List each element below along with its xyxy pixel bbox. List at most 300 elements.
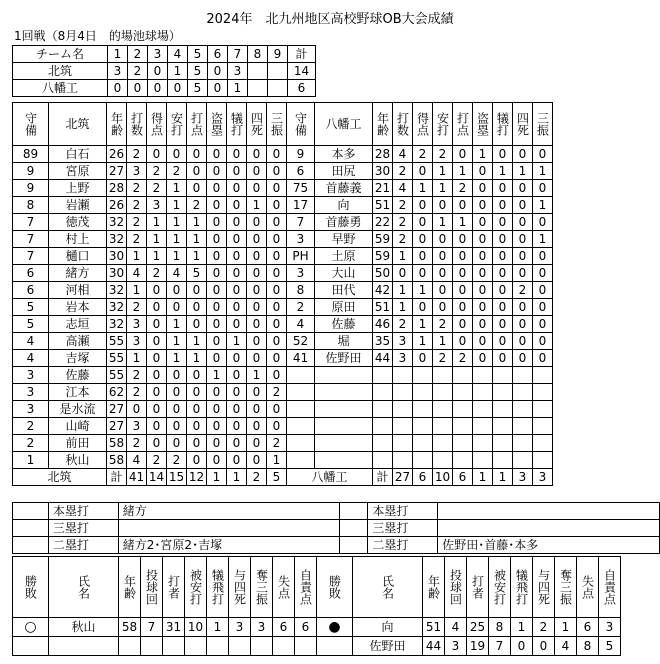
batting-cell: 0 — [167, 384, 187, 401]
batting-row — [13, 367, 553, 384]
batting-cell: 30 — [107, 248, 127, 265]
batting-cell: 1 — [187, 231, 207, 248]
batting-header: 守備 — [287, 103, 315, 146]
batting-cell: 0 — [247, 452, 267, 469]
batting-cell: 2 — [393, 214, 413, 231]
inning-runs: 0 — [208, 63, 228, 80]
batting-header: 北筑 — [49, 103, 107, 146]
pitching-header: 失点 — [273, 557, 295, 618]
pitching-cell: 1 — [207, 618, 229, 637]
batting-cell: 9 — [13, 163, 49, 180]
batting-cell: 1 — [433, 163, 453, 180]
batting-cell: 0 — [207, 316, 227, 333]
pitching-cell: 0 — [533, 637, 555, 656]
batting-row — [13, 333, 553, 350]
batting-cell: 0 — [147, 401, 167, 418]
batting-cell: 0 — [433, 231, 453, 248]
batting-cell: 3 — [287, 265, 315, 282]
extra-hit-row — [13, 503, 660, 520]
batting-cell: 0 — [247, 265, 267, 282]
spacer-cell — [13, 503, 49, 520]
batter-name: 村上 — [49, 231, 107, 248]
batting-cell: 4 — [127, 265, 147, 282]
batting-cell: 0 — [267, 163, 287, 180]
batting-cell: 0 — [413, 299, 433, 316]
batting-cell — [413, 452, 433, 469]
batting-cell — [433, 384, 453, 401]
batter-name: 大山 — [315, 265, 373, 282]
batting-cell: 1 — [167, 214, 187, 231]
batting-cell — [493, 418, 513, 435]
batting-cell — [493, 401, 513, 418]
total-value: 10 — [433, 469, 453, 486]
batter-name: 江本 — [49, 384, 107, 401]
batting-cell — [513, 418, 533, 435]
batting-header-row — [13, 103, 553, 146]
batting-cell: 0 — [207, 231, 227, 248]
batting-cell: 0 — [453, 146, 473, 163]
inning-header: 4 — [168, 46, 188, 63]
batting-cell: 0 — [433, 265, 453, 282]
team-total-name: 北筑 — [13, 469, 107, 486]
batting-cell: 0 — [473, 163, 493, 180]
batting-cell: 1 — [413, 333, 433, 350]
batting-cell: 2 — [127, 384, 147, 401]
batting-header: 打点 — [187, 103, 207, 146]
batting-cell: 0 — [227, 452, 247, 469]
batter-name: 上野 — [49, 180, 107, 197]
batting-cell — [287, 435, 315, 452]
inning-header: 5 — [188, 46, 208, 63]
batting-cell: 2 — [147, 265, 167, 282]
batting-header: 得点 — [413, 103, 433, 146]
pitching-header: 年齢 — [423, 557, 445, 618]
batting-cell: 0 — [167, 418, 187, 435]
pitcher-name: 秋山 — [49, 618, 119, 637]
batting-cell: 2 — [127, 197, 147, 214]
batting-cell — [533, 401, 553, 418]
pitching-header: 打者 — [467, 557, 489, 618]
batting-cell: 52 — [287, 333, 315, 350]
batter-name: 早野 — [315, 231, 373, 248]
batting-cell — [393, 384, 413, 401]
batting-cell — [493, 435, 513, 452]
inning-runs: 0 — [148, 63, 168, 80]
batting-row — [13, 265, 553, 282]
batting-cell: 1 — [167, 333, 187, 350]
batting-cell: 0 — [167, 367, 187, 384]
batting-cell: 0 — [413, 197, 433, 214]
batting-cell: 0 — [413, 265, 433, 282]
batting-cell: 0 — [453, 231, 473, 248]
pitching-cell: 8 — [489, 618, 511, 637]
total-runs: 6 — [288, 80, 316, 97]
batting-cell: 1 — [413, 282, 433, 299]
batting-row — [13, 282, 553, 299]
pitching-cell: 8 — [577, 637, 599, 656]
batting-row — [13, 350, 553, 367]
batter-name: 徳茂 — [49, 214, 107, 231]
batting-cell: 0 — [187, 299, 207, 316]
batting-cell: 0 — [473, 333, 493, 350]
batting-cell: 2 — [393, 316, 413, 333]
extra-hit-value: 緒方 — [118, 503, 340, 520]
result-mark — [13, 637, 49, 656]
batting-cell: 1 — [533, 231, 553, 248]
batting-cell: 0 — [473, 231, 493, 248]
batting-cell — [513, 435, 533, 452]
batting-cell: 0 — [267, 316, 287, 333]
extra-hit-label: 二塁打 — [368, 537, 438, 554]
batting-cell: 0 — [187, 180, 207, 197]
batting-cell: 0 — [247, 316, 267, 333]
batting-cell: 0 — [433, 282, 453, 299]
batting-cell: 2 — [433, 350, 453, 367]
batting-cell — [453, 435, 473, 452]
batting-cell: 0 — [227, 146, 247, 163]
batting-cell: 0 — [493, 248, 513, 265]
pitching-header-row — [13, 557, 621, 618]
batting-cell: 0 — [267, 282, 287, 299]
pitching-cell: 10 — [185, 618, 207, 637]
batting-cell: 0 — [207, 452, 227, 469]
batter-name: 原田 — [315, 299, 373, 316]
batting-cell — [393, 452, 413, 469]
batter-name: 志垣 — [49, 316, 107, 333]
batting-cell: 0 — [473, 180, 493, 197]
batter-name: 田尻 — [315, 163, 373, 180]
batting-cell — [493, 384, 513, 401]
spacer-cell — [340, 503, 368, 520]
total-value: 1 — [493, 469, 513, 486]
line-score-row — [13, 80, 316, 97]
batting-cell: 30 — [107, 265, 127, 282]
total-value: 27 — [393, 469, 413, 486]
batter-name: 本多 — [315, 146, 373, 163]
batting-cell: 2 — [127, 435, 147, 452]
pitching-header: 与四死 — [229, 557, 251, 618]
batting-header: 犠打 — [227, 103, 247, 146]
batting-cell: 0 — [147, 299, 167, 316]
batting-cell: 0 — [227, 367, 247, 384]
batting-cell: 0 — [267, 350, 287, 367]
batting-cell: 2 — [147, 180, 167, 197]
pitching-cell: 6 — [273, 618, 295, 637]
batting-cell: 59 — [373, 248, 393, 265]
batting-cell: 0 — [533, 146, 553, 163]
batting-cell: 0 — [393, 265, 413, 282]
batting-cell: 44 — [373, 350, 393, 367]
batter-name: 河相 — [49, 282, 107, 299]
batting-cell: 0 — [207, 197, 227, 214]
batting-cell: 1 — [127, 350, 147, 367]
total-label: 計 — [107, 469, 127, 486]
batting-cell — [493, 452, 513, 469]
batting-cell: 1 — [413, 180, 433, 197]
batter-name: 岩瀬 — [49, 197, 107, 214]
batting-cell: 21 — [373, 180, 393, 197]
batting-cell: 3 — [127, 163, 147, 180]
batting-cell: 1 — [453, 214, 473, 231]
batting-cell: 0 — [147, 146, 167, 163]
extra-hit-value: 佐野田･首藤･本多 — [438, 537, 660, 554]
batting-cell — [473, 367, 493, 384]
batting-cell — [373, 418, 393, 435]
total-value: 6 — [413, 469, 433, 486]
batting-cell — [373, 384, 393, 401]
batting-cell: 32 — [107, 316, 127, 333]
batter-name: 高瀬 — [49, 333, 107, 350]
batting-cell: 7 — [13, 231, 49, 248]
pitching-cell: 1 — [511, 618, 533, 637]
batting-cell — [473, 384, 493, 401]
page-title: 2024年 北九州地区高校野球OB大会成績 — [206, 12, 454, 27]
batting-cell: 2 — [147, 452, 167, 469]
batting-cell — [473, 452, 493, 469]
batting-cell: 1 — [147, 248, 167, 265]
batting-cell: 58 — [107, 452, 127, 469]
batting-cell: 0 — [147, 333, 167, 350]
batting-cell: 0 — [493, 316, 513, 333]
batting-cell: 0 — [207, 299, 227, 316]
batting-cell: 0 — [513, 180, 533, 197]
batter-name — [315, 435, 373, 452]
pitching-cell — [251, 637, 273, 656]
pitching-cell: 25 — [467, 618, 489, 637]
batting-cell: 2 — [287, 299, 315, 316]
batting-cell: 0 — [493, 350, 513, 367]
batting-cell: 0 — [453, 248, 473, 265]
batting-cell: 9 — [13, 180, 49, 197]
batting-cell: 1 — [433, 333, 453, 350]
batting-cell: 1 — [393, 299, 413, 316]
batting-cell — [533, 367, 553, 384]
pitching-cell: 44 — [423, 637, 445, 656]
batting-row — [13, 401, 553, 418]
batting-cell: 0 — [493, 180, 513, 197]
batting-cell: 0 — [267, 418, 287, 435]
batting-cell: 51 — [373, 299, 393, 316]
batting-row — [13, 180, 553, 197]
batting-cell: 32 — [107, 231, 127, 248]
batting-cell: 0 — [247, 180, 267, 197]
batting-cell: 1 — [167, 248, 187, 265]
batting-cell: 0 — [227, 231, 247, 248]
batting-header: 三振 — [267, 103, 287, 146]
batting-cell: 5 — [13, 316, 49, 333]
batting-row — [13, 435, 553, 452]
line-score-row — [13, 63, 316, 80]
batting-cell: 0 — [473, 299, 493, 316]
batting-cell: 0 — [207, 146, 227, 163]
batting-cell: 35 — [373, 333, 393, 350]
batting-cell — [473, 435, 493, 452]
batting-header: 安打 — [167, 103, 187, 146]
pitching-table — [12, 556, 621, 656]
pitching-cell — [207, 637, 229, 656]
batting-cell: 0 — [247, 350, 267, 367]
batting-cell — [453, 418, 473, 435]
batting-cell: 0 — [473, 282, 493, 299]
batting-cell: 4 — [127, 452, 147, 469]
pitching-cell: 3 — [229, 618, 251, 637]
total-value: 15 — [167, 469, 187, 486]
inning-runs — [248, 63, 268, 80]
batter-name: 佐藤 — [315, 316, 373, 333]
total-runs: 14 — [288, 63, 316, 80]
inning-runs: 0 — [168, 80, 188, 97]
batting-cell: 22 — [373, 214, 393, 231]
pitching-cell — [163, 637, 185, 656]
batting-cell: 0 — [247, 435, 267, 452]
batting-row — [13, 146, 553, 163]
extra-hit-label: 本塁打 — [48, 503, 118, 520]
batting-cell: 3 — [393, 350, 413, 367]
batting-cell: 42 — [373, 282, 393, 299]
batting-cell — [473, 401, 493, 418]
batter-name: 首藤義 — [315, 180, 373, 197]
batting-header: 犠打 — [493, 103, 513, 146]
batting-cell: 1 — [187, 350, 207, 367]
batting-cell: 1 — [433, 214, 453, 231]
batting-cell: 2 — [127, 180, 147, 197]
batter-name: 山崎 — [49, 418, 107, 435]
batting-cell: 1 — [227, 333, 247, 350]
batting-cell: 0 — [187, 418, 207, 435]
batting-cell: 0 — [247, 282, 267, 299]
team-name-header: チーム名 — [13, 46, 108, 63]
batting-cell: 1 — [247, 197, 267, 214]
pitching-cell — [229, 637, 251, 656]
batting-cell — [493, 367, 513, 384]
extra-hit-value — [118, 520, 340, 537]
batting-cell: 0 — [453, 316, 473, 333]
batting-cell: 1 — [393, 282, 413, 299]
batting-cell: 2 — [513, 282, 533, 299]
extra-hit-value — [438, 503, 660, 520]
batting-cell: 30 — [373, 163, 393, 180]
batting-cell: 1 — [413, 316, 433, 333]
batting-cell: 0 — [227, 401, 247, 418]
pitching-header: 自責点 — [599, 557, 621, 618]
batting-cell: 7 — [13, 214, 49, 231]
result-mark — [317, 637, 353, 656]
batting-cell: 0 — [473, 248, 493, 265]
batting-cell: 1 — [187, 333, 207, 350]
batting-cell: 8 — [13, 197, 49, 214]
batting-cell — [513, 452, 533, 469]
batting-cell: 0 — [267, 180, 287, 197]
batting-cell: 0 — [167, 435, 187, 452]
batting-cell: 8 — [287, 282, 315, 299]
inning-runs: 1 — [228, 80, 248, 97]
batting-cell: 0 — [247, 418, 267, 435]
batting-cell: 0 — [267, 214, 287, 231]
batting-cell: 0 — [493, 282, 513, 299]
pitching-header: 与四死 — [533, 557, 555, 618]
batting-cell: 6 — [287, 163, 315, 180]
batting-cell: 0 — [513, 214, 533, 231]
batter-name: 白石 — [49, 146, 107, 163]
batting-cell: 0 — [267, 146, 287, 163]
batting-cell: 51 — [373, 197, 393, 214]
pitching-row — [13, 618, 621, 637]
pitching-header: 奪三振 — [555, 557, 577, 618]
batting-header: 守備 — [13, 103, 49, 146]
total-value: 1 — [207, 469, 227, 486]
batting-cell: 2 — [167, 163, 187, 180]
pitching-cell: 3 — [445, 637, 467, 656]
batting-cell: 28 — [107, 180, 127, 197]
batting-header: 四死 — [247, 103, 267, 146]
total-value: 2 — [247, 469, 267, 486]
batting-cell: 26 — [107, 197, 127, 214]
batting-cell: 0 — [473, 350, 493, 367]
batting-cell: 2 — [127, 146, 147, 163]
pitching-cell — [119, 637, 141, 656]
pitching-cell: 6 — [577, 618, 599, 637]
batting-cell: 32 — [107, 214, 127, 231]
pitching-cell: 51 — [423, 618, 445, 637]
batting-cell: 59 — [373, 231, 393, 248]
batting-cell: 0 — [147, 282, 167, 299]
pitching-cell: 5 — [599, 637, 621, 656]
extra-hit-label: 三塁打 — [48, 520, 118, 537]
batting-cell: 0 — [493, 333, 513, 350]
batting-cell: 0 — [207, 265, 227, 282]
batting-cell: 0 — [533, 299, 553, 316]
batting-header: 得点 — [147, 103, 167, 146]
batting-cell: 0 — [267, 197, 287, 214]
spacer-cell — [13, 537, 49, 554]
total-header: 計 — [288, 46, 316, 63]
batting-cell: 89 — [13, 146, 49, 163]
inning-header: 3 — [148, 46, 168, 63]
total-value: 41 — [127, 469, 147, 486]
batting-cell: 0 — [247, 333, 267, 350]
batting-cell: 1 — [187, 214, 207, 231]
batting-cell: 0 — [267, 367, 287, 384]
batting-cell: 75 — [287, 180, 315, 197]
batting-cell: 0 — [533, 350, 553, 367]
batting-header: 盗塁 — [207, 103, 227, 146]
batting-cell: 0 — [187, 367, 207, 384]
batting-cell — [433, 435, 453, 452]
pitching-cell: 3 — [251, 618, 273, 637]
batting-cell — [533, 418, 553, 435]
batting-cell: 1 — [127, 282, 147, 299]
pitching-cell — [141, 637, 163, 656]
batting-cell: 5 — [187, 265, 207, 282]
batter-name — [315, 367, 373, 384]
batting-cell: 0 — [533, 214, 553, 231]
game-info: 1回戦（8月4日 的場池球場） — [14, 29, 181, 43]
batting-cell: 0 — [147, 384, 167, 401]
batting-cell: 1 — [267, 452, 287, 469]
pitching-cell: 4 — [555, 637, 577, 656]
batting-cell: 0 — [413, 248, 433, 265]
batting-cell: 0 — [147, 367, 167, 384]
line-score-table — [12, 45, 316, 97]
pitching-cell — [295, 637, 317, 656]
batting-cell: 0 — [167, 146, 187, 163]
batting-cell: 0 — [207, 214, 227, 231]
batting-cell — [513, 384, 533, 401]
batting-cell: 2 — [127, 214, 147, 231]
batting-cell: 0 — [493, 146, 513, 163]
pitching-header: 打者 — [163, 557, 185, 618]
pitching-cell: 2 — [533, 618, 555, 637]
